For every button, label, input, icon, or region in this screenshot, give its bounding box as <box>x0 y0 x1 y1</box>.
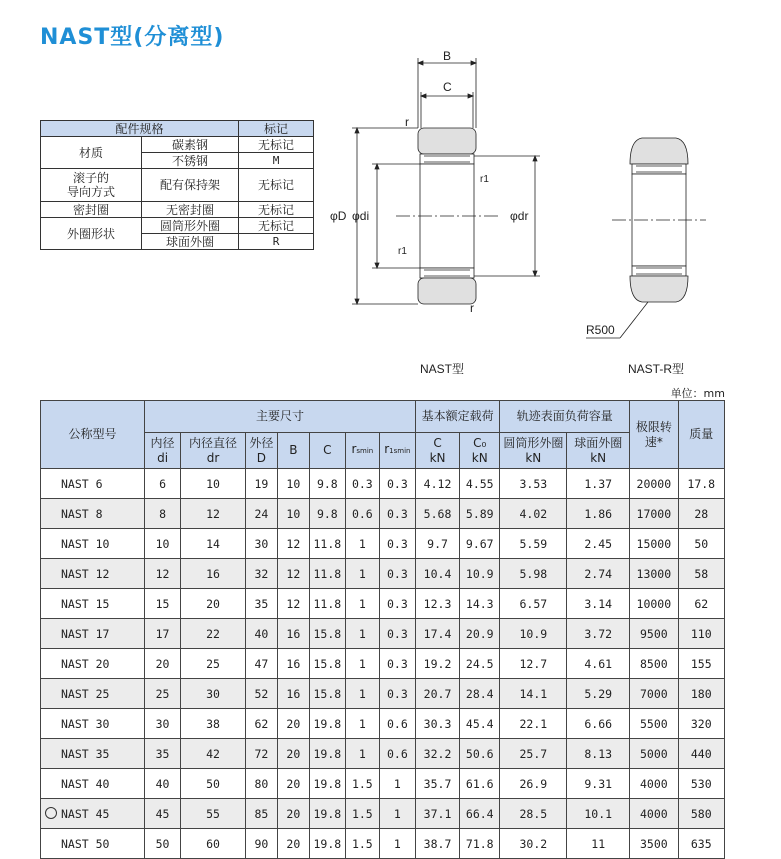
header-dr: 内径直径 dr <box>181 433 246 469</box>
cell-D: 24 <box>245 499 277 529</box>
cell-C: 19.8 <box>309 799 345 829</box>
cell-speed: 17000 <box>630 499 678 529</box>
cell-speed: 20000 <box>630 469 678 499</box>
cell-r1: 1 <box>379 829 415 859</box>
model-cell: NAST 20 <box>41 649 145 679</box>
cell-di: 20 <box>145 649 181 679</box>
label-r-top: r <box>405 115 409 129</box>
table-row <box>41 499 725 529</box>
cell-Cd: 38.7 <box>415 829 459 859</box>
cell-mass: 28 <box>678 499 724 529</box>
cell-di: 30 <box>145 709 181 739</box>
cell-D: 40 <box>245 619 277 649</box>
cell-speed: 4000 <box>630 769 678 799</box>
spec-mark: 无标记 <box>239 137 314 153</box>
table-row <box>41 829 725 859</box>
bearing-drawing <box>0 0 781 400</box>
cell-dr: 30 <box>181 679 246 709</box>
cell-dr: 14 <box>181 529 246 559</box>
model-cell: NAST 50 <box>41 829 145 859</box>
cell-cyl: 30.2 <box>500 829 567 859</box>
cell-di: 35 <box>145 739 181 769</box>
model-cell: NAST 40 <box>41 769 145 799</box>
cell-mass: 62 <box>678 589 724 619</box>
cell-mass: 58 <box>678 559 724 589</box>
cell-B: 12 <box>277 589 309 619</box>
cell-dr: 20 <box>181 589 246 619</box>
cell-dr: 25 <box>181 649 246 679</box>
cell-cyl: 4.02 <box>500 499 567 529</box>
cell-B: 12 <box>277 529 309 559</box>
cell-r1: 1 <box>379 799 415 829</box>
table-row <box>41 709 725 739</box>
table-row <box>41 559 725 589</box>
cell-Cd: 37.1 <box>415 799 459 829</box>
cell-C: 11.8 <box>309 529 345 559</box>
cell-sph: 3.72 <box>567 619 630 649</box>
table-row <box>41 589 725 619</box>
cell-di: 50 <box>145 829 181 859</box>
cell-sph: 8.13 <box>567 739 630 769</box>
spec-item: 圆筒形外圈 <box>142 218 239 234</box>
spec-item: 球面外圈 <box>142 234 239 250</box>
cell-mass: 50 <box>678 529 724 559</box>
cell-C0: 61.6 <box>460 769 500 799</box>
label-r-bottom: r <box>470 301 474 315</box>
cell-C0: 10.9 <box>460 559 500 589</box>
cell-mass: 635 <box>678 829 724 859</box>
cell-di: 8 <box>145 499 181 529</box>
cell-dr: 22 <box>181 619 246 649</box>
cell-D: 32 <box>245 559 277 589</box>
cell-r1: 0.6 <box>379 709 415 739</box>
cell-cyl: 5.59 <box>500 529 567 559</box>
spec-item: 配有保持架 <box>142 169 239 202</box>
spec-mark: 无标记 <box>239 202 314 218</box>
cell-Cd: 9.7 <box>415 529 459 559</box>
cell-r1: 0.3 <box>379 619 415 649</box>
spec-mark: 无标记 <box>239 218 314 234</box>
cell-C0: 24.5 <box>460 649 500 679</box>
cell-Cd: 35.7 <box>415 769 459 799</box>
cell-B: 16 <box>277 649 309 679</box>
cell-C: 11.8 <box>309 559 345 589</box>
header-Cd: C kN <box>415 433 459 469</box>
cell-cyl: 3.53 <box>500 469 567 499</box>
cell-speed: 5000 <box>630 739 678 769</box>
cell-cyl: 26.9 <box>500 769 567 799</box>
cell-speed: 13000 <box>630 559 678 589</box>
cell-B: 10 <box>277 499 309 529</box>
cell-dr: 50 <box>181 769 246 799</box>
cell-speed: 3500 <box>630 829 678 859</box>
spec-item: 不锈钢 <box>142 153 239 169</box>
cell-D: 62 <box>245 709 277 739</box>
cell-di: 10 <box>145 529 181 559</box>
cell-mass: 530 <box>678 769 724 799</box>
cell-C0: 71.8 <box>460 829 500 859</box>
cell-speed: 9500 <box>630 619 678 649</box>
header-C0: C₀ kN <box>460 433 500 469</box>
cell-di: 25 <box>145 679 181 709</box>
cell-C: 19.8 <box>309 709 345 739</box>
cell-Cd: 12.3 <box>415 589 459 619</box>
cell-speed: 8500 <box>630 649 678 679</box>
cell-C0: 4.55 <box>460 469 500 499</box>
cell-rs: 0.6 <box>345 499 379 529</box>
cell-sph: 2.74 <box>567 559 630 589</box>
cell-dr: 12 <box>181 499 246 529</box>
cell-Cd: 4.12 <box>415 469 459 499</box>
cell-r1: 0.3 <box>379 649 415 679</box>
table-row <box>41 739 725 769</box>
cell-sph: 9.31 <box>567 769 630 799</box>
cell-speed: 4000 <box>630 799 678 829</box>
cell-C0: 28.4 <box>460 679 500 709</box>
header-B: B <box>277 433 309 469</box>
cell-r1: 0.6 <box>379 739 415 769</box>
cell-Cd: 5.68 <box>415 499 459 529</box>
cell-r1: 0.3 <box>379 529 415 559</box>
cell-D: 80 <box>245 769 277 799</box>
table-row <box>41 679 725 709</box>
header-C: C <box>309 433 345 469</box>
cell-D: 47 <box>245 649 277 679</box>
cell-C: 15.8 <box>309 649 345 679</box>
cell-C: 15.8 <box>309 679 345 709</box>
circle-icon <box>45 807 57 819</box>
model-cell: NAST 12 <box>41 559 145 589</box>
cell-mass: 110 <box>678 619 724 649</box>
table-row <box>41 799 725 829</box>
cell-rs: 1 <box>345 589 379 619</box>
cell-sph: 4.61 <box>567 649 630 679</box>
header-load: 基本额定载荷 <box>415 401 499 433</box>
table-row <box>41 469 725 499</box>
cell-Cd: 32.2 <box>415 739 459 769</box>
cell-mass: 580 <box>678 799 724 829</box>
cell-B: 16 <box>277 679 309 709</box>
cell-B: 12 <box>277 559 309 589</box>
cell-C0: 20.9 <box>460 619 500 649</box>
spec-group-guide: 滚子的 导向方式 <box>41 169 142 202</box>
cell-rs: 1 <box>345 559 379 589</box>
cell-mass: 17.8 <box>678 469 724 499</box>
cell-cyl: 25.7 <box>500 739 567 769</box>
label-dr: φdr <box>510 209 529 223</box>
cell-sph: 11 <box>567 829 630 859</box>
cell-B: 10 <box>277 469 309 499</box>
cell-rs: 1 <box>345 679 379 709</box>
cell-B: 20 <box>277 769 309 799</box>
header-D: 外径 D <box>245 433 277 469</box>
cell-cyl: 28.5 <box>500 799 567 829</box>
cell-Cd: 20.7 <box>415 679 459 709</box>
label-B: B <box>443 49 452 63</box>
cell-C0: 50.6 <box>460 739 500 769</box>
header-dims: 主要尺寸 <box>145 401 416 433</box>
cell-C0: 9.67 <box>460 529 500 559</box>
spec-header-config: 配件规格 <box>41 121 239 137</box>
cell-Cd: 30.3 <box>415 709 459 739</box>
cell-D: 72 <box>245 739 277 769</box>
cell-di: 40 <box>145 769 181 799</box>
cell-D: 19 <box>245 469 277 499</box>
cell-rs: 0.3 <box>345 469 379 499</box>
spec-item: 碳素钢 <box>142 137 239 153</box>
cell-mass: 155 <box>678 649 724 679</box>
spec-group-outer-shape: 外圈形状 <box>41 218 142 250</box>
table-row <box>41 619 725 649</box>
cell-cyl: 22.1 <box>500 709 567 739</box>
label-D: φD <box>330 209 347 223</box>
cell-mass: 180 <box>678 679 724 709</box>
model-cell: NAST 45 <box>41 799 145 829</box>
cell-rs: 1.5 <box>345 769 379 799</box>
cell-Cd: 17.4 <box>415 619 459 649</box>
model-cell: NAST 35 <box>41 739 145 769</box>
label-R500: R500 <box>586 323 615 337</box>
cell-sph: 3.14 <box>567 589 630 619</box>
spec-header-mark: 标记 <box>239 121 314 137</box>
cell-r1: 0.3 <box>379 469 415 499</box>
cell-C0: 5.89 <box>460 499 500 529</box>
spec-group-seal: 密封圈 <box>41 202 142 218</box>
model-cell: NAST 17 <box>41 619 145 649</box>
cell-rs: 1 <box>345 649 379 679</box>
cell-D: 90 <box>245 829 277 859</box>
cell-C: 11.8 <box>309 589 345 619</box>
spec-mark: R <box>239 234 314 250</box>
cell-sph: 10.1 <box>567 799 630 829</box>
cell-speed: 5500 <box>630 709 678 739</box>
cell-speed: 10000 <box>630 589 678 619</box>
cell-rs: 1 <box>345 529 379 559</box>
cell-D: 35 <box>245 589 277 619</box>
header-mass: 质量 <box>678 401 724 469</box>
cell-rs: 1 <box>345 619 379 649</box>
cell-B: 16 <box>277 619 309 649</box>
cell-di: 6 <box>145 469 181 499</box>
bearing-table <box>40 400 725 859</box>
header-cyl: 圆筒形外圈 kN <box>500 433 567 469</box>
cell-speed: 7000 <box>630 679 678 709</box>
header-speed: 极限转速* <box>630 401 678 469</box>
cell-rs: 1 <box>345 709 379 739</box>
spec-item: 无密封圈 <box>142 202 239 218</box>
label-r1-top: r1 <box>480 174 489 185</box>
cell-C: 9.8 <box>309 499 345 529</box>
model-cell: NAST 8 <box>41 499 145 529</box>
label-C: C <box>443 80 452 94</box>
cell-rs: 1.5 <box>345 829 379 859</box>
cell-C0: 14.3 <box>460 589 500 619</box>
table-row <box>41 769 725 799</box>
cell-r1: 0.3 <box>379 589 415 619</box>
cell-D: 52 <box>245 679 277 709</box>
cell-dr: 60 <box>181 829 246 859</box>
cell-dr: 55 <box>181 799 246 829</box>
table-row <box>41 529 725 559</box>
cell-C: 19.8 <box>309 769 345 799</box>
cell-cyl: 14.1 <box>500 679 567 709</box>
cell-Cd: 19.2 <box>415 649 459 679</box>
header-r1: r1smin <box>379 433 415 469</box>
header-sph: 球面外圈 kN <box>567 433 630 469</box>
header-track: 轨迹表面负荷容量 <box>500 401 630 433</box>
cell-di: 12 <box>145 559 181 589</box>
header-model: 公称型号 <box>41 401 145 469</box>
model-cell: NAST 30 <box>41 709 145 739</box>
header-rs: rsmin <box>345 433 379 469</box>
cell-dr: 38 <box>181 709 246 739</box>
cell-B: 20 <box>277 829 309 859</box>
cell-B: 20 <box>277 799 309 829</box>
cell-C: 9.8 <box>309 469 345 499</box>
cell-sph: 6.66 <box>567 709 630 739</box>
table-row <box>41 649 725 679</box>
model-cell: NAST 6 <box>41 469 145 499</box>
cell-cyl: 12.7 <box>500 649 567 679</box>
cell-r1: 1 <box>379 769 415 799</box>
cell-di: 15 <box>145 589 181 619</box>
cell-C0: 45.4 <box>460 709 500 739</box>
cell-sph: 1.37 <box>567 469 630 499</box>
cell-sph: 2.45 <box>567 529 630 559</box>
cell-C0: 66.4 <box>460 799 500 829</box>
cell-sph: 5.29 <box>567 679 630 709</box>
cell-mass: 320 <box>678 709 724 739</box>
cell-r1: 0.3 <box>379 499 415 529</box>
cell-Cd: 10.4 <box>415 559 459 589</box>
spec-group-material: 材质 <box>41 137 142 169</box>
spec-mark: M <box>239 153 314 169</box>
cell-C: 19.8 <box>309 739 345 769</box>
spec-mark: 无标记 <box>239 169 314 202</box>
cell-di: 17 <box>145 619 181 649</box>
cell-B: 20 <box>277 709 309 739</box>
model-cell: NAST 10 <box>41 529 145 559</box>
cell-C: 15.8 <box>309 619 345 649</box>
cell-r1: 0.3 <box>379 559 415 589</box>
page-title: NAST型(分离型) <box>40 25 225 50</box>
cell-cyl: 5.98 <box>500 559 567 589</box>
cell-dr: 42 <box>181 739 246 769</box>
cell-sph: 1.86 <box>567 499 630 529</box>
unit-label: 单位：mm <box>670 387 725 400</box>
cell-di: 45 <box>145 799 181 829</box>
cell-rs: 1 <box>345 739 379 769</box>
label-r1-bottom: r1 <box>398 246 407 257</box>
cell-C: 19.8 <box>309 829 345 859</box>
caption-nast: NAST型 <box>420 362 465 376</box>
cell-rs: 1.5 <box>345 799 379 829</box>
cell-D: 85 <box>245 799 277 829</box>
cell-B: 20 <box>277 739 309 769</box>
caption-nast-r: NAST-R型 <box>628 362 685 376</box>
header-di: 内径 di <box>145 433 181 469</box>
model-cell: NAST 25 <box>41 679 145 709</box>
cell-dr: 16 <box>181 559 246 589</box>
label-di: φdi <box>352 209 370 223</box>
cell-speed: 15000 <box>630 529 678 559</box>
cell-mass: 440 <box>678 739 724 769</box>
cell-dr: 10 <box>181 469 246 499</box>
cell-D: 30 <box>245 529 277 559</box>
cell-cyl: 6.57 <box>500 589 567 619</box>
cell-r1: 0.3 <box>379 679 415 709</box>
cell-cyl: 10.9 <box>500 619 567 649</box>
model-cell: NAST 15 <box>41 589 145 619</box>
